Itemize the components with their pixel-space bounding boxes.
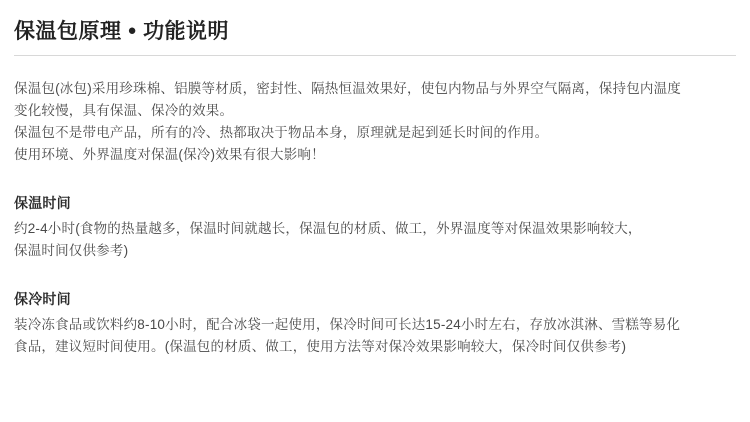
intro-line: 保温包不是带电产品，所有的冷、热都取决于物品本身，原理就是起到延长时间的作用。 (14, 125, 549, 140)
intro-line: 使用环境、外界温度对保温(保冷)效果有很大影响！ (14, 147, 325, 162)
section-heading: 保冷时间 (14, 291, 71, 307)
section-line: 约2-4小时(食物的热量越多，保温时间就越长，保温包的材质、做工，外界温度等对保温效果影响较大， (14, 221, 642, 236)
section-keep-warm (14, 192, 736, 262)
section-keep-cold (14, 288, 736, 358)
intro-block (14, 78, 736, 166)
section-line: 装冷冻食品或饮料约8-10小时，配合冰袋一起使用，保冷时间可长达15-24小时左右，存放冰淇淋、雪糕等易化 (14, 317, 681, 332)
title-separator-dot: ● (127, 22, 138, 39)
intro-line: 变化较慢，具有保温、保冷的效果。 (14, 103, 234, 118)
title-divider (14, 55, 736, 56)
page-title-main: 保温包原理 (14, 20, 122, 43)
section-heading: 保温时间 (14, 195, 71, 211)
page-title-sub: 功能说明 (143, 20, 230, 43)
intro-line: 保温包(冰包)采用珍珠棉、铝膜等材质，密封性、隔热恒温效果好，使包内物品与外界空气隔离，保持包内温度 (14, 81, 681, 96)
section-line: 食品，建议短时间使用。(保温包的材质、做工，使用方法等对保冷效果影响较大，保冷时间仅供参考) (14, 339, 627, 354)
section-line: 保温时间仅供参考) (14, 243, 129, 258)
page-title (14, 0, 736, 47)
